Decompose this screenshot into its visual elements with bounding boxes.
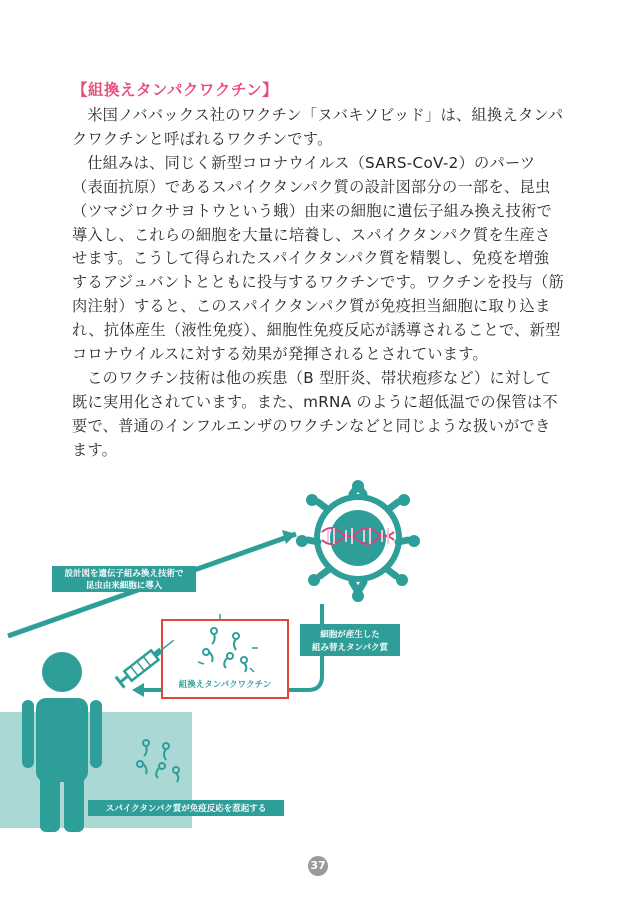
cell-product-label-line1: 細胞が産生した	[320, 630, 380, 640]
vaccine-label: 組換えタンパクワクチン	[178, 680, 272, 690]
cell-product-label-line2: 組み替えタンパク質	[312, 643, 388, 653]
immune-label: スパイクタンパク質が免疫反応を惹起する	[105, 804, 267, 814]
design-label-line2: 昆虫由来細胞に導入	[85, 581, 163, 591]
design-label-line1: 設計図を遺伝子組み換え技術で	[64, 569, 184, 579]
paragraph-1: 米国ノババックス社のワクチン「ヌバキソビッド」は、組換えタンパクワクチンと呼ばれるワクチンです。	[72, 106, 564, 148]
vaccine-mechanism-diagram	[0, 478, 634, 900]
page-number: 37	[308, 856, 328, 876]
product-arrowhead	[132, 683, 144, 697]
paragraph-3: このワクチン技術は他の疾患（B 型肝炎、帯状疱疹など）に対して既に実用化されています。また、mRNA のように超低温での保管は不要で、普通のインフルエンザのワクチンなどと同じような扱いができます。	[72, 368, 558, 459]
body-text	[72, 104, 564, 463]
section-heading: 【組換えタンパクワクチン】	[72, 81, 279, 99]
paragraph-2: 仕組みは、同じく新型コロナウイルス（SARS-CoV-2）のパーツ（表面抗原）であるスパイクタンパク質の設計図部分の一部を、昆虫（ツマジロクサヨトウという蛾）由来の細胞に遺伝子組み換え技術で導入し、これらの細胞を大量に培養し、スパイクタンパク質を生産させます。こうして得られたスパイクタンパク質を精製し、免疫を増強するアジュバントとともに投与するワクチンです。ワクチンを投与（筋肉注射）すると、このスパイクタンパク質が免疫担当細胞に取り込まれ、抗体産生（液性免疫）、細胞性免疫反応が誘導されることで、新型コロナウイルスに対する効果が発揮されるとされています。	[72, 153, 564, 364]
